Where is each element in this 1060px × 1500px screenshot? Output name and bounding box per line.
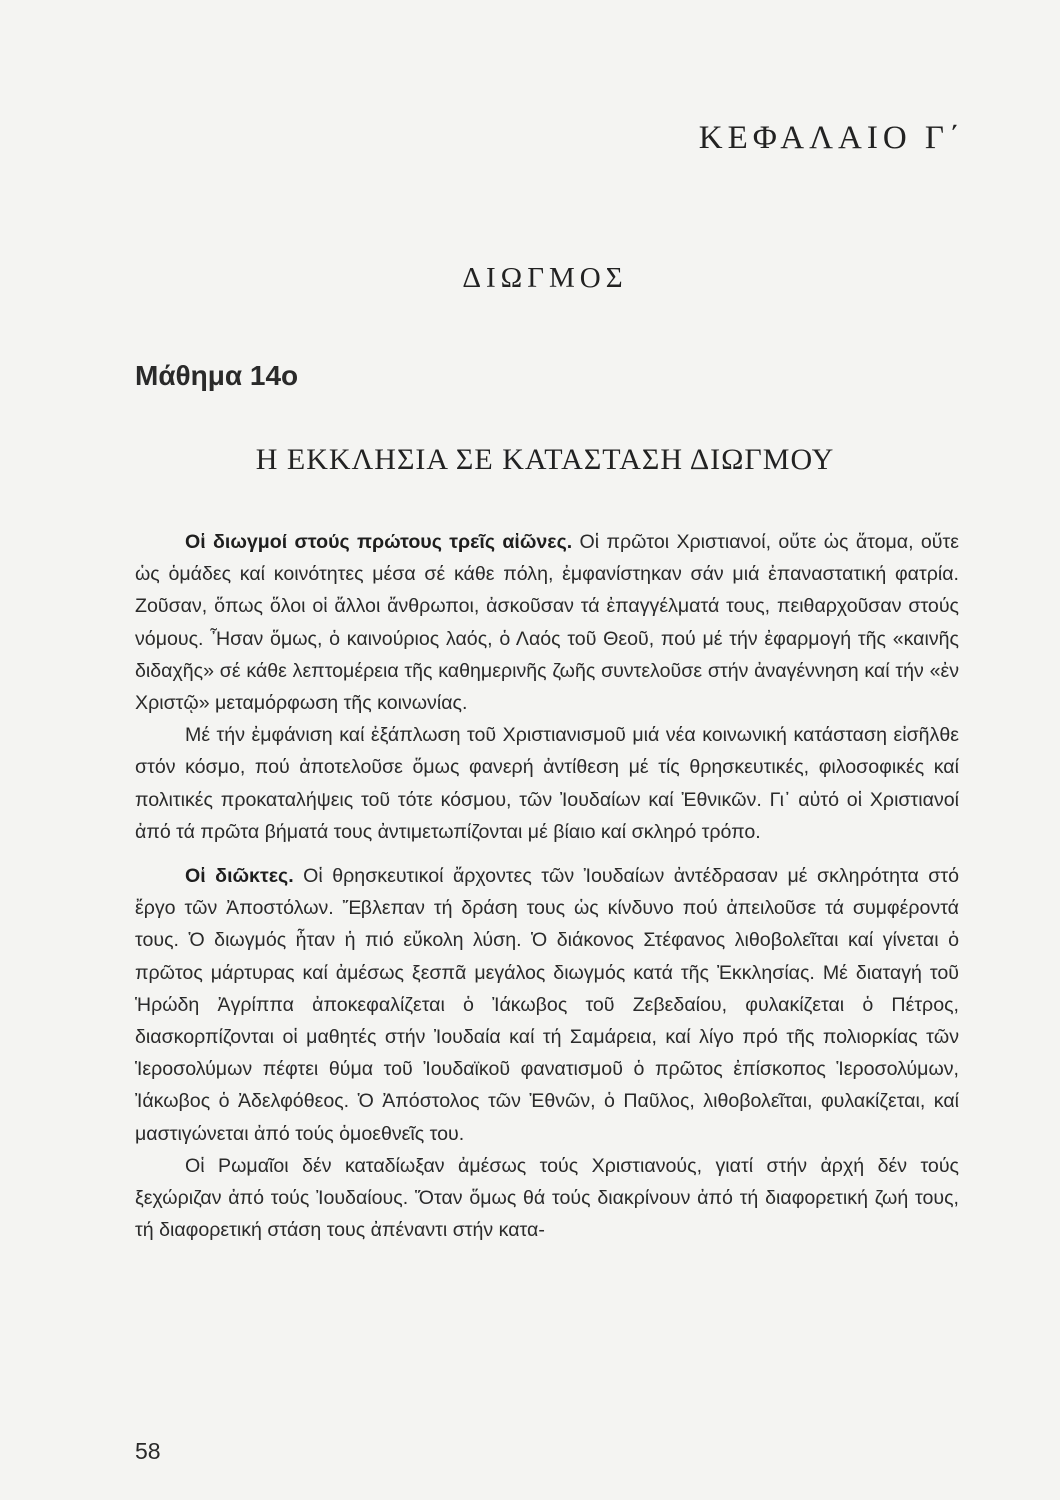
paragraph bbox=[135, 860, 959, 1150]
paragraph-heading: Οἱ διῶκτες. bbox=[185, 865, 294, 888]
paragraph bbox=[135, 526, 959, 719]
paragraph-text: Οἱ Ρωμαῖοι δέν καταδίωξαν ἀμέσως τούς Χριστιανούς, γιατί στήν ἀρχή δέν τούς ξεχώριζαν ἀπό τούς Ἰουδαίους. Ὅταν ὅμως θά τούς διακρίνουν ἀπό τή διαφορετική ζωή τους, τή διαφορετική στάση τους ἀπέναντι στήν κατα- bbox=[135, 1154, 959, 1242]
paragraph-text: Οἱ πρῶτοι Χριστιανοί, οὔτε ὡς ἄτομα, οὔτε ὡς ὁμάδες καί κοινότητες μέσα σέ κάθε πόλη, ἐμφανίστηκαν σάν μιά ἐπαναστατική φατρία. Ζοῦσαν, ὅπως ὅλοι οἱ ἄλλοι ἄνθρωποι, ἀσκοῦσαν τά ἐπαγγέλματά τους, πειθαρχοῦσαν στούς νόμους. Ἦσαν ὅμως, ὁ καινούριος λαός, ὁ Λαός τοῦ Θεοῦ, πού μέ τήν ἐφαρμογή τῆς «καινῆς διδαχῆς» σέ κάθε λεπτομέρεια τῆς καθημερινῆς ζωῆς συντελοῦσε στήν ἀναγέννηση καί τήν «ἐν Χριστῷ» μεταμόρφωση τῆς κοινωνίας. bbox=[135, 531, 959, 715]
lesson-label: Μάθημα 14ο bbox=[135, 360, 299, 391]
paragraph-text: Οἱ θρησκευτικοί ἄρχοντες τῶν Ἰουδαίων ἀντέδρασαν μέ σκληρότητα στό ἔργο τῶν Ἀποστόλων. Ἔβλεπαν τή δράση τους ὡς κίνδυνο πού ἀπειλοῦσε τά συμφέροντά τους. Ὁ διωγμός ἦταν ἡ πιό εὔκολη λύση. Ὁ διάκονος Στέφανος λιθοβολεῖται καί γίνεται ὁ πρῶτος μάρτυρας καί ἀμέσως ξεσπᾶ μεγάλος διωγμός κατά τῆς Ἐκκλησίας. Μέ διαταγή τοῦ Ἡρώδη Ἀγρίππα ἀποκεφαλίζεται ὁ Ἰάκωβος τοῦ Ζεβεδαίου, φυλακίζεται ὁ Πέτρος, διασκορπίζονται οἱ μαθητές στήν Ἰουδαία καί τή Σαμάρεια, καί λίγο πρό τῆς πολιορκίας τῶν Ἱεροσολύμων πέφτει θύμα τοῦ Ἰουδαϊκοῦ φανατισμοῦ ὁ πρῶτος ἐπίσκοπος Ἱεροσολύμων, Ἰάκωβος ὁ Ἀδελφόθεος. Ὁ Ἀπόστολος τῶν Ἐθνῶν, ὁ Παῦλος, λιθοβολεῖται, φυλακίζεται, καί μαστιγώνεται ἀπό τούς ὁμοεθνεῖς του. bbox=[135, 865, 960, 1145]
page-number: 58 bbox=[135, 1438, 161, 1464]
lesson-title: Η ΕΚΚΛΗΣΙΑ ΣΕ ΚΑΤΑΣΤΑΣΗ ΔΙΩΓΜΟΥ bbox=[255, 443, 835, 476]
section-title: ΔΙΩΓΜΟΣ bbox=[462, 262, 628, 294]
chapter-heading: ΚΕΦΑΛΑΙΟ Γ΄ bbox=[698, 120, 965, 156]
paragraph bbox=[135, 719, 959, 848]
paragraph bbox=[135, 1150, 959, 1247]
paragraph-heading: Οἱ διωγμοί στούς πρώτους τρεῖς αἰῶνες. bbox=[185, 531, 573, 553]
body-text bbox=[135, 526, 959, 1246]
paragraph-text: Μέ τήν ἐμφάνιση καί ἐξάπλωση τοῦ Χριστιανισμοῦ μιά νέα κοινωνική κατάσταση εἰσῆλθε στόν κόσμο, πού ἀποτελοῦσε ὅμως φανερή ἀντίθεση μέ τίς θρησκευτικές, φιλοσοφικές καί πολιτικές προκαταλήψεις τοῦ τότε κόσμου, τῶν Ἰουδαίων καί Ἐθνικῶν. Γι᾿ αὐτό οἱ Χριστιανοί ἀπό τά πρῶτα βήματά τους ἀντιμετωπίζονται μέ βίαιο καί σκληρό τρόπο. bbox=[135, 724, 959, 843]
